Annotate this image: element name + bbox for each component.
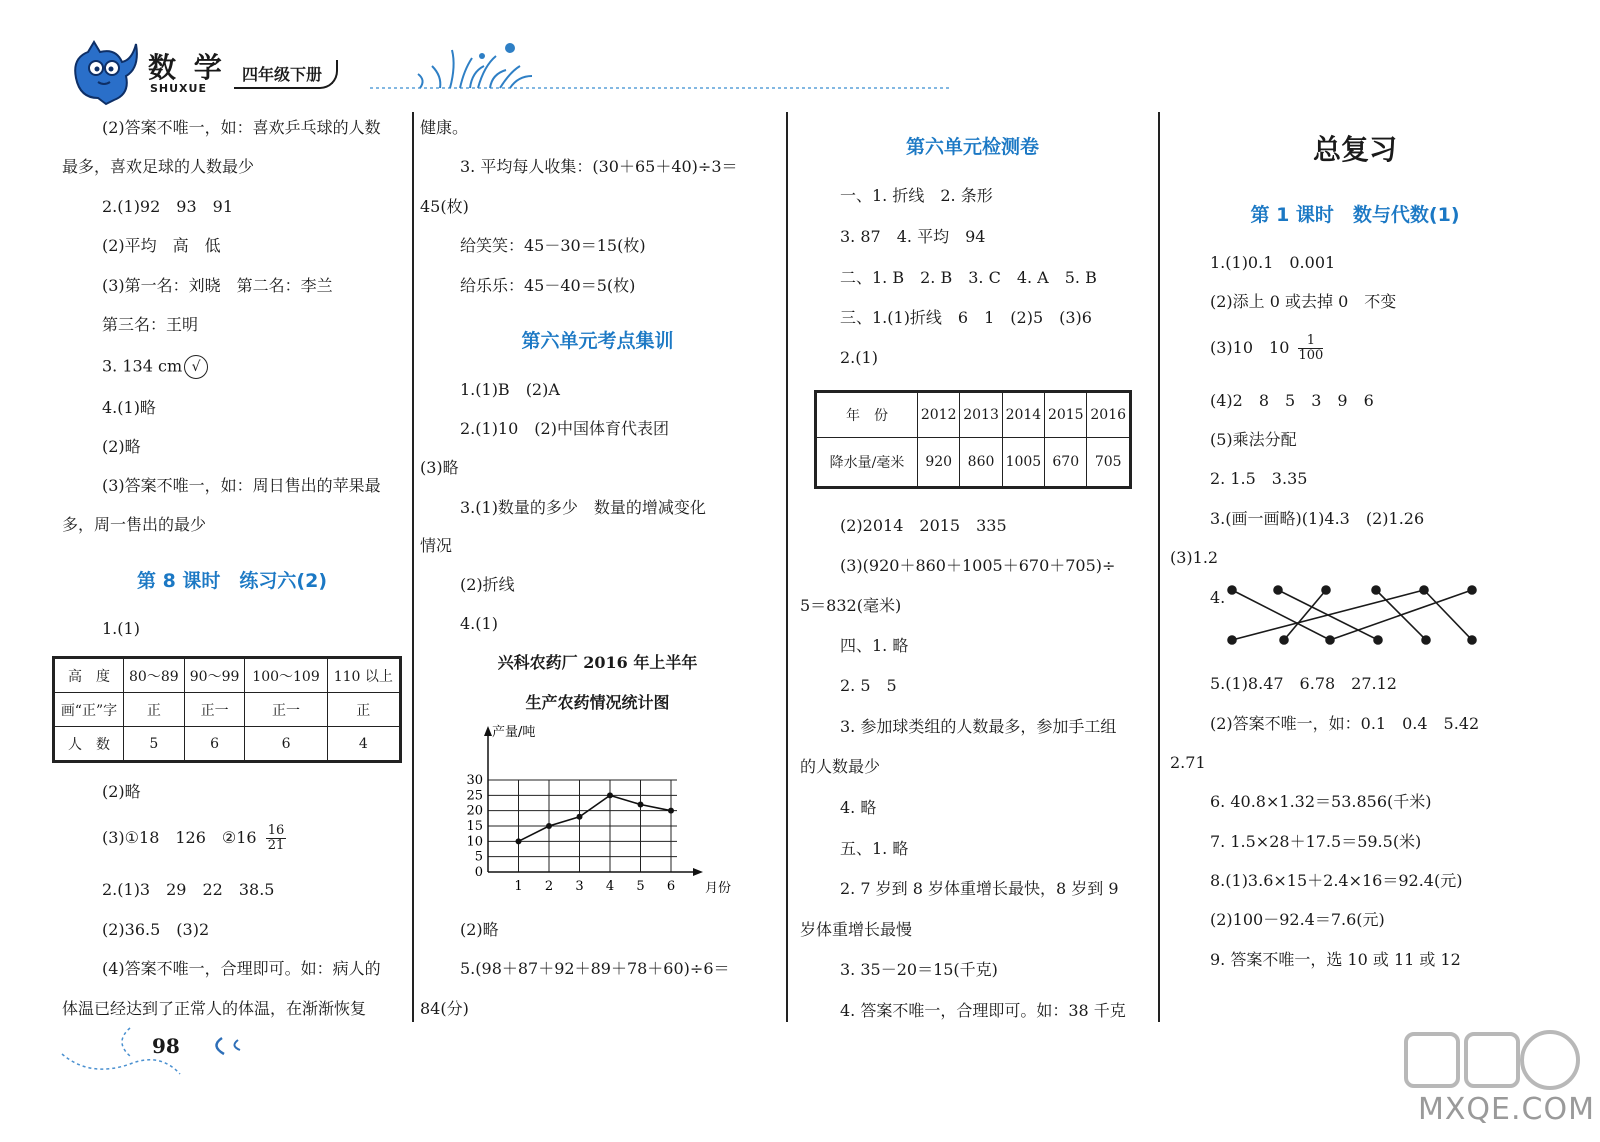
y-axis-label: 产量/吨 [492, 725, 536, 740]
answer-line: 3. 35－20＝15(千克) [840, 960, 998, 979]
answer-line: 五、1. 略 [840, 839, 909, 858]
table-cell: 6 [245, 727, 327, 762]
table-cell: 920 [918, 438, 960, 488]
answer-line: (3)略 [420, 458, 459, 477]
matching-lines-diagram [1226, 580, 1486, 650]
answer-line: 3. 87 4. 平均 94 [840, 227, 986, 246]
column-2 [420, 112, 775, 1042]
answer-line: 的人数最少 [800, 757, 881, 776]
table-cell: 4 [327, 727, 400, 762]
answer-line: (3)第一名：刘晓 第二名：李兰 [102, 276, 333, 295]
column-1 [62, 112, 402, 1042]
answer-line: (4)答案不唯一，合理即可。如：病人的 [102, 959, 381, 978]
answer-line: 最多，喜欢足球的人数最少 [62, 157, 255, 176]
answer-line: (2)2014 2015 335 [840, 516, 1007, 535]
answer-line: 二、1. B 2. B 3. C 4. A 5. B [840, 268, 1097, 287]
answer-line: (4)2 8 5 3 9 6 [1210, 391, 1374, 410]
table-cell: 110 以上 [327, 658, 400, 693]
fraction [266, 824, 287, 853]
data-point [546, 823, 552, 829]
answer-line: 3.(画一画略)(1)4.3 (2)1.26 [1210, 509, 1425, 528]
table-cell: 90～99 [184, 658, 245, 693]
answer-line: 2.(1) [840, 348, 878, 367]
data-point [607, 792, 613, 798]
column-divider [1158, 112, 1160, 1022]
table-cell: 705 [1087, 438, 1131, 488]
answer-line: 6. 40.8×1.32＝53.856(千米) [1210, 792, 1432, 811]
chapter-title: 总复习 [1312, 133, 1397, 166]
table-cell: 正一 [245, 693, 327, 727]
data-series-line [519, 795, 672, 841]
answer-line: 4. [1210, 588, 1226, 607]
column-divider [786, 112, 788, 1022]
answer-line: (3)答案不唯一，如：周日售出的苹果最 [102, 476, 381, 495]
answer-line: 给笑笑：45－30＝15(枚) [460, 236, 646, 255]
table-cell: 80～89 [123, 658, 184, 693]
answer-line: 2.(1)10 (2)中国体育代表团 [460, 419, 669, 438]
watermark-text: MXQE.COM [1418, 1092, 1595, 1127]
answer-line: (2)答案不唯一，如：0.1 0.4 5.42 [1210, 714, 1480, 733]
answer-line: 5＝832(毫米) [800, 596, 902, 615]
section-heading: 第六单元检测卷 [905, 136, 1039, 158]
answer-text: 3. 134 cm [102, 356, 183, 376]
x-tick-label: 3 [575, 879, 584, 894]
page-header [60, 32, 960, 112]
table-cell: 高 度 [54, 658, 124, 693]
table-cell: 正 [327, 693, 400, 727]
answer-line: 84(分) [420, 999, 469, 1018]
column-4 [1170, 112, 1540, 1042]
table-cell: 5 [123, 727, 184, 762]
y-axis-arrow [484, 726, 492, 736]
data-point [577, 814, 583, 820]
table-cell: 年 份 [816, 392, 918, 438]
chart-title: 生产农药情况统计图 [525, 693, 670, 712]
y-tick-label: 15 [466, 819, 483, 834]
table-cell: 人 数 [54, 727, 124, 762]
fraction-numerator: 1 [1298, 334, 1323, 349]
subject-title: 数 学 [148, 51, 226, 84]
x-tick-label: 1 [514, 879, 523, 894]
table-cell: 2016 [1087, 392, 1131, 438]
subject-pinyin: SHUXUE [150, 82, 207, 95]
answer-line: 4.(1) [460, 614, 498, 633]
chart-title: 兴科农药厂 2016 年上半年 [497, 653, 698, 672]
answer-line: 4. 答案不唯一，合理即可。如：38 千克 [840, 1001, 1126, 1020]
answer-line: 健康。 [420, 118, 469, 137]
answer-line: (2)略 [102, 437, 141, 456]
table-cell: 670 [1045, 438, 1087, 488]
table-cell: 1005 [1002, 438, 1044, 488]
answer-line: 4. 略 [840, 798, 877, 817]
answer-line: 45(枚) [420, 197, 469, 216]
column-3 [800, 112, 1145, 1042]
x-tick-label: 5 [636, 879, 645, 894]
answer-line: (2)平均 高 低 [102, 236, 221, 255]
line-chart [440, 722, 760, 897]
table-cell: 正 [123, 693, 184, 727]
page-number: 98 [152, 1034, 180, 1058]
fraction-denominator: 100 [1298, 348, 1324, 363]
answer-line: (2)折线 [460, 575, 515, 594]
answer-line: 1.(1)0.1 0.001 [1210, 253, 1336, 272]
answer-line: 给乐乐：45－40＝5(枚) [460, 276, 636, 295]
table-row [816, 438, 1131, 488]
grade-label: 四年级下册 [234, 60, 338, 89]
answer-line: (2)略 [102, 782, 141, 801]
table-row [54, 658, 401, 693]
answer-line: 情况 [420, 536, 453, 555]
table-row [816, 392, 1131, 438]
answer-line: 2. 5 5 [840, 676, 897, 695]
answer-line: 9. 答案不唯一，选 10 或 11 或 12 [1210, 950, 1461, 969]
answer-line: 7. 1.5×28＋17.5＝59.5(米) [1210, 832, 1422, 851]
table-cell: 6 [184, 727, 245, 762]
section-heading: 第六单元考点集训 [521, 330, 674, 352]
fraction-denominator: 21 [267, 838, 285, 853]
answer-line [1170, 334, 1323, 363]
mascot-icon [70, 38, 140, 106]
grass-decoration-icon [360, 36, 960, 116]
answer-text: (3)①18 126 ②16 [102, 828, 257, 847]
answer-line: 4.(1)略 [102, 398, 156, 417]
answer-text: (3)10 10 [1210, 338, 1290, 357]
table-cell: 正一 [184, 693, 245, 727]
answer-line: 8.(1)3.6×15＋2.4×16＝92.4(元) [1210, 871, 1463, 890]
answer-line: 三、1.(1)折线 6 1 (2)5 (3)6 [840, 308, 1092, 327]
answer-line: (2)答案不唯一，如：喜欢乒乓球的人数 [102, 118, 381, 137]
answer-line: (5)乘法分配 [1210, 430, 1297, 449]
data-point [516, 838, 522, 844]
table-cell: 2012 [918, 392, 960, 438]
table-row [54, 693, 401, 727]
page-footer [60, 1018, 280, 1088]
answer-line: 2. 7 岁到 8 岁体重增长最快，8 岁到 9 [840, 879, 1119, 898]
y-tick-label: 25 [466, 788, 483, 804]
table-cell: 100～109 [245, 658, 327, 693]
table-cell: 860 [960, 438, 1002, 488]
answer-line: 2.71 [1170, 753, 1206, 772]
x-tick-label: 6 [666, 879, 676, 894]
table-cell: 2013 [960, 392, 1002, 438]
x-tick-label: 2 [544, 879, 554, 894]
tally-table [52, 656, 402, 763]
data-point [668, 808, 674, 814]
check-mark-icon: √ [184, 355, 208, 379]
answer-line: 3. 参加球类组的人数最多，参加手工组 [840, 717, 1117, 736]
answer-line: 体温已经达到了正常人的体温，在渐渐恢复 [62, 999, 367, 1018]
y-tick-label: 0 [474, 865, 483, 880]
table-cell: 2014 [1002, 392, 1044, 438]
y-tick-label: 5 [474, 849, 483, 865]
answer-line [62, 355, 208, 379]
x-tick-label: 4 [605, 879, 615, 894]
fraction-numerator: 16 [267, 823, 285, 838]
answer-line: 岁体重增长最慢 [800, 920, 913, 939]
answer-line [62, 824, 286, 853]
x-axis-label: 月份 [705, 881, 732, 896]
table-cell: 画“正”字 [54, 693, 124, 727]
answer-line: (2)100－92.4＝7.6(元) [1210, 910, 1385, 929]
answer-line: (2)添上 0 或去掉 0 不变 [1210, 292, 1397, 311]
answer-line: 3.(1)数量的多少 数量的增减变化 [460, 498, 706, 517]
y-tick-label: 20 [466, 803, 483, 819]
answer-line: 四、1. 略 [840, 636, 909, 655]
answer-line: 5.(98＋87＋92＋89＋78＋60)÷6＝ [460, 959, 730, 978]
table-cell: 降水量/毫米 [816, 438, 918, 488]
answer-line: 多，周一售出的最少 [62, 515, 207, 534]
y-tick-label: 10 [466, 834, 483, 850]
answer-line: 5.(1)8.47 6.78 27.12 [1210, 674, 1397, 693]
column-divider [412, 112, 414, 1022]
data-point [638, 802, 644, 808]
answer-line: 2. 1.5 3.35 [1210, 469, 1308, 488]
answer-line: 1.(1)B (2)A [460, 380, 560, 399]
answer-line: (2)略 [460, 920, 499, 939]
fraction [1298, 334, 1323, 363]
x-axis-arrow [693, 868, 703, 876]
answer-line: (3)(920＋860＋1005＋670＋705)÷ [840, 556, 1116, 575]
table-cell: 2015 [1045, 392, 1087, 438]
section-heading: 第 8 课时 练习六(2) [136, 570, 328, 592]
rainfall-table [814, 390, 1132, 489]
table-row [54, 727, 401, 762]
answer-line: (3)1.2 [1170, 548, 1219, 567]
answer-line: 3. 平均每人收集：(30＋65＋40)÷3＝ [460, 157, 738, 176]
answer-line: 1.(1) [102, 619, 140, 638]
y-tick-label: 30 [466, 773, 483, 788]
answer-line: 第三名：王明 [102, 315, 199, 334]
answer-line: (2)36.5 (3)2 [102, 920, 210, 939]
answer-line: 一、1. 折线 2. 条形 [840, 186, 993, 205]
section-heading: 第 1 课时 数与代数(1) [1250, 204, 1460, 226]
answer-line: 2.(1)92 93 91 [102, 197, 234, 216]
answer-line: 2.(1)3 29 22 38.5 [102, 880, 275, 899]
